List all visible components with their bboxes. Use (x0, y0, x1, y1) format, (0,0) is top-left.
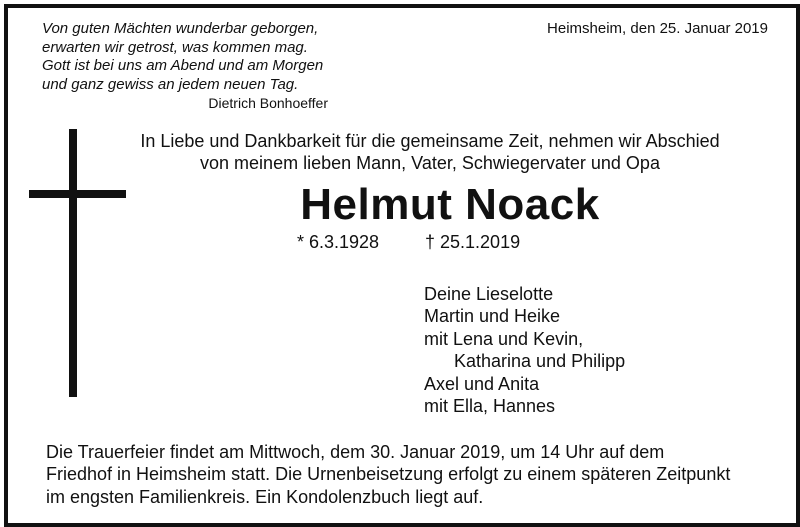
poem-line: Gott ist bei uns am Abend und am Morgen (42, 57, 324, 74)
family-member: mit Ella, Hannes (424, 396, 556, 417)
family-member: Martin und Heike (424, 306, 561, 327)
deceased-name: Helmut Noack (300, 180, 600, 229)
poem-line: erwarten wir getrost, was kommen mag. (42, 38, 308, 56)
family-member: Katharina und Philipp (454, 351, 626, 372)
death-date: † 25.1.2019 (425, 232, 521, 252)
family-member: Deine Lieselotte (424, 284, 554, 304)
funeral-notice (46, 441, 786, 508)
notice-line: im engsten Familienkreis. Ein Kondolenzbuch liegt auf. (46, 486, 484, 507)
birth-date: * 6.3.1928 (297, 232, 380, 252)
cross-vertical-bar (69, 129, 77, 397)
poem-quote (42, 20, 328, 113)
family-list (424, 283, 625, 417)
family-member: mit Lena und Kevin, (424, 328, 584, 349)
notice-line: Die Trauerfeier findet am Mittwoch, dem 30. Januar 2019, um 14 Uhr auf dem (46, 442, 665, 462)
place-date: Heimsheim, den 25. Januar 2019 (547, 20, 768, 37)
notice-line: Friedhof in Heimsheim statt. Die Urnenbeisetzung erfolgt zu einem späteren Zeitpunkt (46, 464, 731, 485)
intro-text (80, 130, 780, 174)
poem-author: Dietrich Bonhoeffer (208, 95, 328, 111)
poem-line: und ganz gewiss an jedem neuen Tag. (42, 75, 299, 93)
intro-line: von meinem lieben Mann, Vater, Schwiegervater und Opa (200, 153, 660, 173)
poem-line: Von guten Mächten wunderbar geborgen, (42, 20, 319, 37)
family-member: Axel und Anita (424, 373, 540, 394)
intro-line: In Liebe und Dankbarkeit für die gemeinsame Zeit, nehmen wir Abschied (140, 131, 720, 151)
